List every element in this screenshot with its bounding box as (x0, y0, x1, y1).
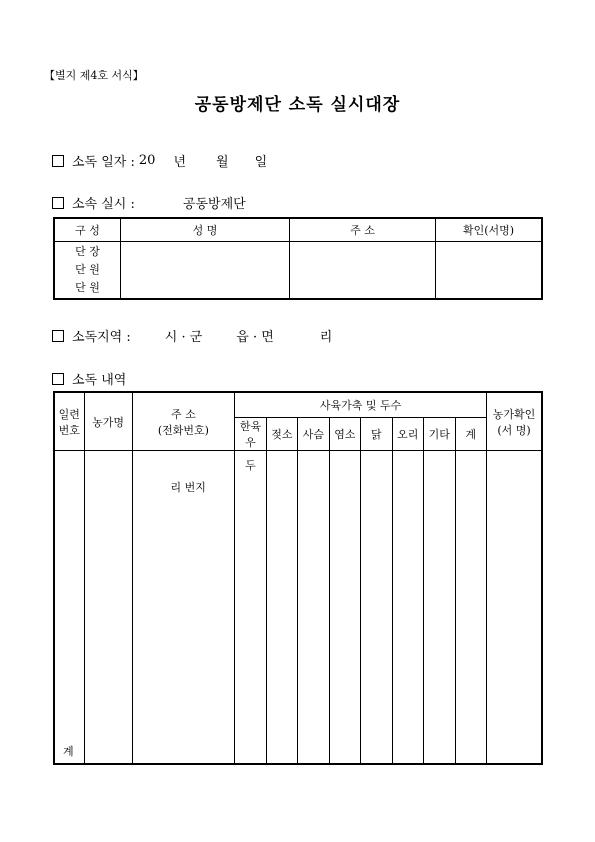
header-name: 성 명 (121, 218, 290, 242)
species-header: 닭 (361, 418, 392, 451)
table-row (54, 451, 542, 765)
page-title: 공동방제단 소독 실시대장 (194, 95, 401, 115)
species-header: 오리 (392, 418, 423, 451)
header-livestock: 사육가축 및 두수 (235, 392, 487, 418)
org-label: 소속 실시 : (72, 197, 135, 212)
header-confirm-main: 농가확인 (492, 407, 536, 421)
species-count-cell[interactable] (266, 451, 297, 765)
date-month-unit: 월 (216, 155, 229, 170)
header-farm-address (132, 392, 235, 451)
header-confirm: 확인(서명) (436, 218, 543, 242)
member-name-cell[interactable] (121, 242, 290, 300)
area-eup-myeon: 읍 · 면 (236, 330, 274, 345)
farm-signature-cell[interactable] (486, 451, 542, 765)
farm-address-cell[interactable] (132, 451, 235, 765)
section-org (52, 193, 246, 212)
form-number-label: 【별지 제4호 서식】 (44, 69, 144, 82)
area-si-gun: 시 · 군 (164, 330, 203, 345)
header-composition: 구 성 (54, 218, 121, 242)
member-role: 단 원 (75, 263, 100, 276)
section-area (52, 326, 332, 345)
header-address-sub: (전화번호) (157, 423, 209, 437)
species-count-cell[interactable] (298, 451, 329, 765)
team-table-header (54, 218, 542, 242)
header-serial-no: 일련번호 (54, 392, 84, 451)
species-header: 젖소 (266, 418, 297, 451)
species-header: 사슴 (298, 418, 329, 451)
area-ri: 리 (319, 330, 333, 345)
address-template: 리 번지 (170, 481, 206, 494)
header-confirm-sub: (서 명) (497, 423, 531, 437)
head-unit-label: 두 (245, 459, 256, 472)
species-header: 한육우 (235, 418, 266, 451)
species-total-cell[interactable] (455, 451, 486, 765)
date-label: 소독 일자 : (72, 155, 135, 170)
area-label: 소독지역 : (72, 330, 131, 345)
checkbox-square-icon (52, 373, 64, 385)
date-year: 20 (138, 153, 156, 168)
member-roles (54, 242, 121, 300)
team-table (53, 217, 543, 300)
header-farm-confirm (486, 392, 542, 451)
species-count-cell[interactable] (392, 451, 423, 765)
checkbox-square-icon (52, 197, 64, 209)
species-count-cell[interactable] (235, 451, 266, 765)
checkbox-square-icon (52, 330, 64, 342)
member-role: 단 장 (75, 245, 100, 258)
team-table-row (54, 242, 542, 300)
org-value: 공동방제단 (182, 197, 246, 212)
section-date (52, 151, 267, 170)
species-header: 염소 (329, 418, 360, 451)
member-address-cell[interactable] (290, 242, 436, 300)
serial-no-cell[interactable] (54, 451, 84, 765)
species-count-cell[interactable] (424, 451, 455, 765)
details-label: 소독 내역 (72, 373, 127, 388)
date-year-unit: 년 (173, 155, 186, 170)
date-day-unit: 일 (254, 155, 268, 170)
member-role: 단 원 (75, 281, 100, 294)
species-header: 기타 (424, 418, 455, 451)
checkbox-square-icon (52, 155, 64, 167)
header-farm-name: 농가명 (84, 392, 132, 451)
species-header: 계 (455, 418, 486, 451)
total-label: 계 (63, 745, 74, 758)
member-signature-cell[interactable] (436, 242, 543, 300)
section-details (52, 369, 126, 388)
species-count-cell[interactable] (361, 451, 392, 765)
disinfection-table (53, 391, 543, 765)
farm-name-cell[interactable] (84, 451, 132, 765)
species-count-cell[interactable] (329, 451, 360, 765)
header-address: 주 소 (290, 218, 436, 242)
header-address-main: 주 소 (171, 407, 196, 421)
disinfection-table-header (54, 392, 542, 418)
